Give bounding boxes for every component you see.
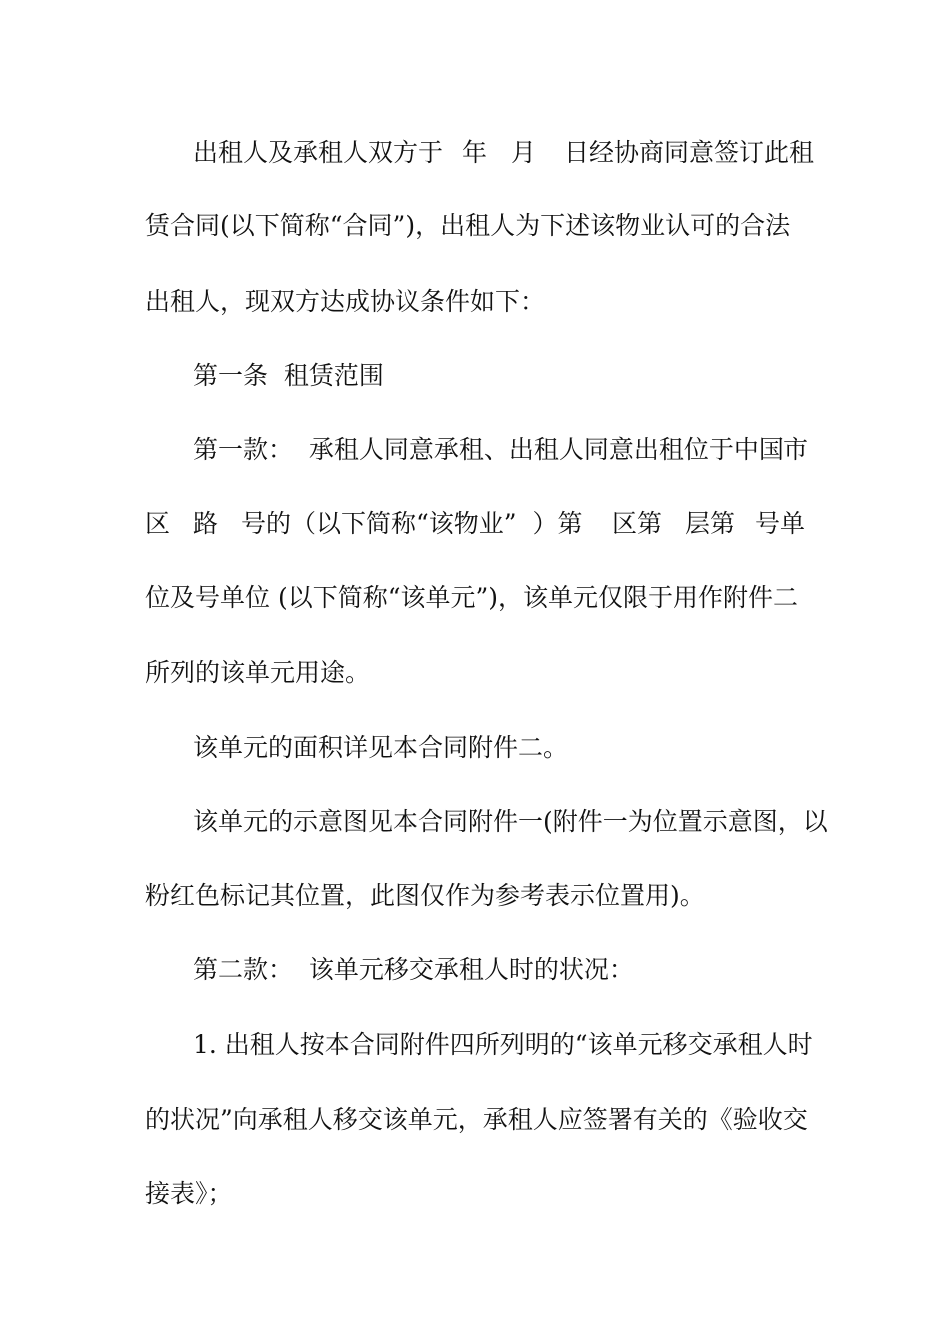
text-segment: 第一条 租赁范围 bbox=[193, 361, 384, 390]
clause-2-heading bbox=[0, 950, 950, 990]
item-1-line-3 bbox=[0, 1174, 950, 1214]
text-segment: 月 bbox=[511, 138, 537, 167]
text-segment: 所列的该单元用途。 bbox=[145, 658, 371, 687]
clause-1-line-2 bbox=[0, 504, 950, 544]
text-segment: 该单元的面积详见本合同附件二。 bbox=[193, 733, 569, 762]
text-segment: 接表》； bbox=[145, 1179, 233, 1208]
text-segment: 出租人及承租人双方于 bbox=[193, 138, 444, 167]
article-heading bbox=[0, 356, 950, 396]
text-segment: 1. 出租人按本合同附件四所列明的“该单元移交承租人时 bbox=[193, 1030, 813, 1059]
diagram-paragraph-line-1 bbox=[0, 802, 950, 842]
text-segment: 的状况”向承租人移交该单元，承租人应签署有关的《验收交 bbox=[145, 1105, 808, 1134]
text-segment: 日经协商同意签订此租 bbox=[564, 138, 815, 167]
text-segment: 第一款： 承租人同意承租、出租人同意出租位于中国 bbox=[193, 435, 784, 464]
text-segment: 号单 bbox=[755, 509, 806, 538]
text-segment: 年 bbox=[462, 138, 488, 167]
text-segment: 粉红色标记其位置，此图仅作为参考表示位置用)。 bbox=[145, 881, 705, 910]
text-segment: 出租人，现双方达成协议条件如下： bbox=[145, 287, 546, 316]
paragraph-1-line-3 bbox=[0, 282, 950, 322]
text-segment: 区 bbox=[145, 509, 171, 538]
clause-1-line-1 bbox=[0, 430, 950, 470]
text-segment: 层第 bbox=[685, 509, 736, 538]
text-segment: 赁合同(以下简称“合同”)，出租人为下述该物业认可的合法 bbox=[145, 211, 791, 240]
item-1-line-1 bbox=[0, 1025, 950, 1065]
text-segment: 该单元的示意图见本合同附件一(附件一为位置示意图，以 bbox=[193, 807, 828, 836]
clause-1-line-4 bbox=[0, 653, 950, 693]
item-1-line-2 bbox=[0, 1100, 950, 1140]
paragraph-1-line-2 bbox=[0, 206, 950, 246]
text-segment: 第二款： 该单元移交承租人时的状况： bbox=[193, 955, 634, 984]
diagram-paragraph-line-2 bbox=[0, 876, 950, 916]
text-segment: 号的（以下简称“该物业” ）第 bbox=[241, 509, 583, 538]
area-paragraph bbox=[0, 728, 950, 768]
text-segment: 市 bbox=[783, 435, 809, 464]
clause-1-line-3 bbox=[0, 578, 950, 618]
text-segment: 区第 bbox=[612, 509, 663, 538]
text-segment: 位及号单位 (以下简称“该单元”)，该单元仅限于用作附件二 bbox=[145, 583, 799, 612]
text-segment: 路 bbox=[193, 509, 219, 538]
paragraph-1-line-1 bbox=[0, 133, 950, 173]
